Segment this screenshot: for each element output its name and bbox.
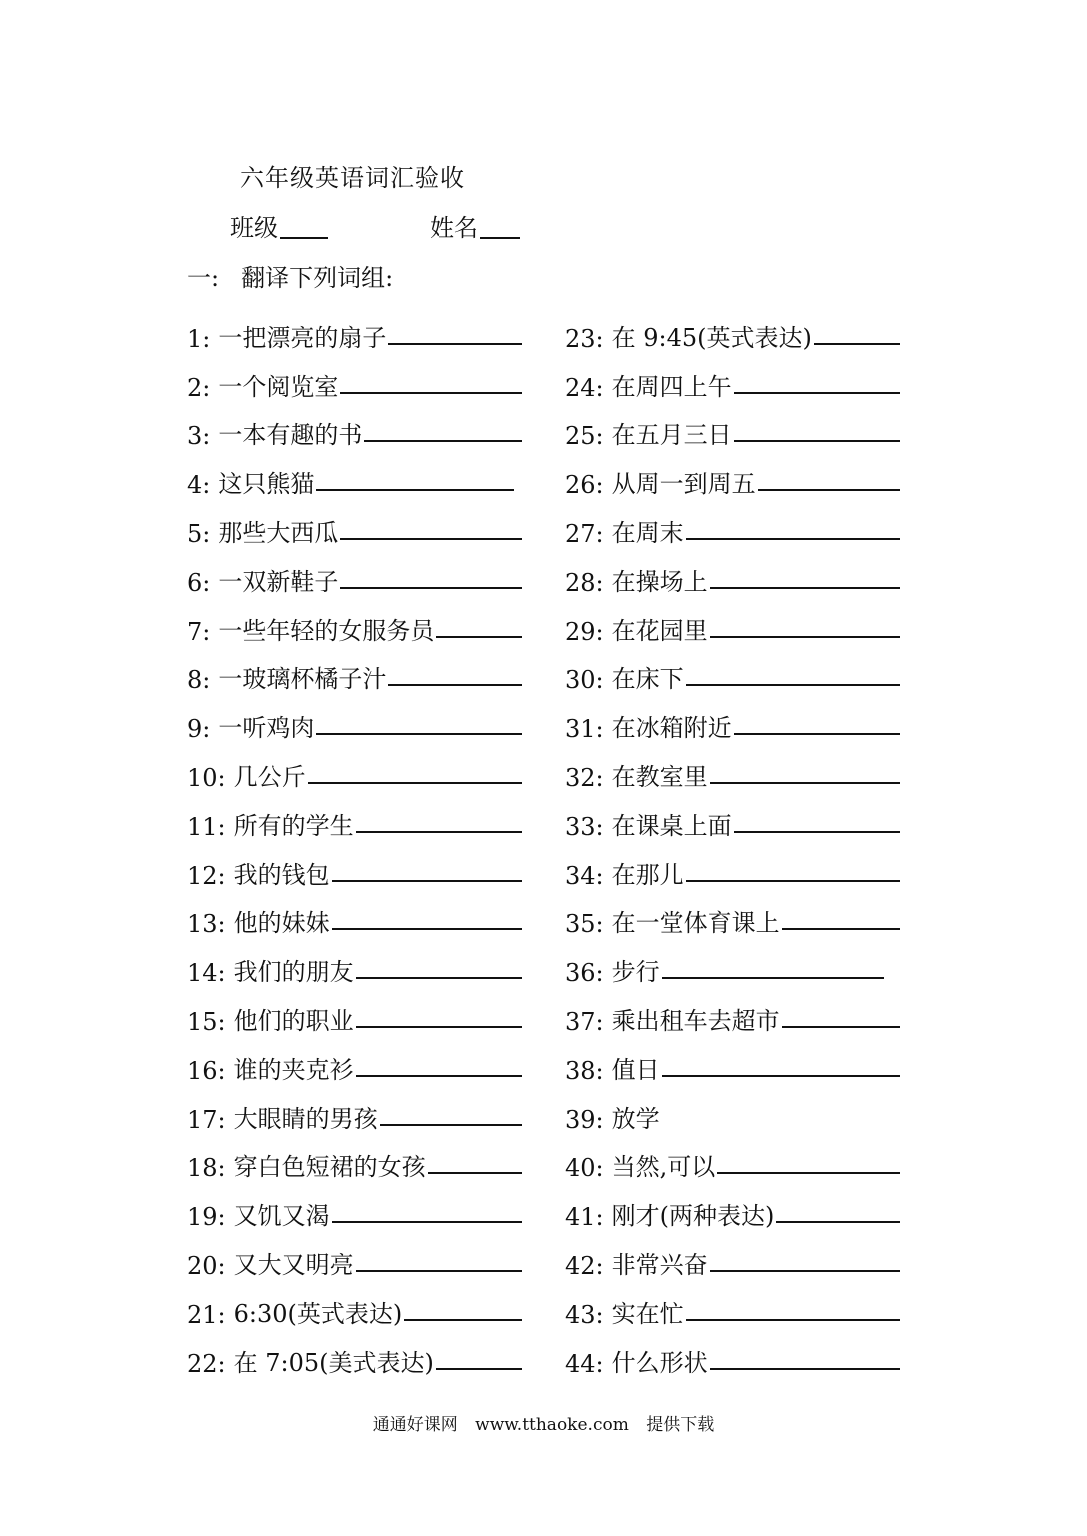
question-text: 在冰箱附近	[611, 714, 732, 743]
question-text: 在那儿	[611, 860, 684, 889]
question-text: 一把漂亮的扇子	[218, 323, 387, 352]
question-number: 26:	[565, 471, 604, 500]
question-number: 32:	[565, 763, 604, 792]
question-text: 在课桌上面	[611, 811, 732, 840]
answer-blank[interactable]	[356, 1075, 522, 1077]
question-text: 在周四上午	[611, 372, 732, 401]
answer-blank[interactable]	[356, 831, 522, 833]
question-number: 20:	[187, 1251, 226, 1280]
answer-blank[interactable]	[686, 880, 900, 882]
question-text: 我们的朋友	[233, 958, 354, 987]
section-number: 一:	[187, 264, 220, 292]
question-number: 40:	[565, 1154, 604, 1183]
question-text: 穿白色短裙的女孩	[233, 1153, 426, 1182]
answer-blank[interactable]	[710, 1368, 900, 1370]
question-item	[565, 1134, 900, 1183]
question-number: 35:	[565, 910, 604, 939]
question-number: 31:	[565, 715, 604, 744]
question-number: 5:	[187, 519, 211, 548]
question-item	[565, 304, 900, 353]
question-number: 36:	[565, 959, 604, 988]
question-item	[565, 1231, 900, 1280]
answer-blank[interactable]	[316, 733, 522, 735]
answer-blank[interactable]	[662, 977, 884, 979]
answer-blank[interactable]	[428, 1172, 522, 1174]
answer-blank[interactable]	[734, 733, 900, 735]
question-text: 在花园里	[611, 616, 708, 645]
question-text: 在周末	[611, 518, 684, 547]
answer-blank[interactable]	[356, 1270, 522, 1272]
answer-blank[interactable]	[710, 782, 900, 784]
question-number: 42:	[565, 1251, 604, 1280]
question-text: 一个阅览室	[218, 372, 339, 401]
question-number: 3:	[187, 422, 211, 451]
question-number: 8:	[187, 666, 211, 695]
question-text: 实在忙	[611, 1299, 684, 1328]
question-number: 28:	[565, 568, 604, 597]
name-field	[430, 208, 520, 243]
question-item	[565, 1329, 900, 1378]
question-text: 在 7:05(美式表达)	[233, 1348, 434, 1377]
question-number: 11:	[187, 812, 226, 841]
question-text: 他的妹妹	[233, 909, 330, 938]
question-number: 33:	[565, 812, 604, 841]
question-text: 那些大西瓜	[218, 518, 339, 547]
question-number: 44:	[565, 1349, 604, 1378]
question-item	[565, 450, 900, 499]
question-number: 41:	[565, 1203, 604, 1232]
question-text: 一双新鞋子	[218, 567, 339, 596]
answer-blank[interactable]	[710, 587, 900, 589]
question-item	[187, 1085, 522, 1134]
question-item	[565, 841, 900, 890]
answer-blank[interactable]	[782, 928, 900, 930]
answer-blank[interactable]	[814, 343, 900, 345]
question-item	[187, 646, 522, 695]
question-item	[187, 353, 522, 402]
question-item	[187, 938, 522, 987]
class-blank[interactable]	[280, 237, 328, 239]
answer-blank[interactable]	[734, 831, 900, 833]
footer-url: www.tthaoke.com	[475, 1415, 629, 1435]
question-item	[565, 499, 900, 548]
question-item	[565, 792, 900, 841]
question-item	[565, 548, 900, 597]
answer-blank[interactable]	[388, 684, 522, 686]
question-text: 一听鸡肉	[218, 714, 315, 743]
question-item	[187, 1036, 522, 1085]
answer-blank[interactable]	[340, 392, 522, 394]
question-number: 12:	[187, 861, 226, 890]
question-item	[565, 1280, 900, 1329]
question-number: 23:	[565, 324, 604, 353]
question-text: 一玻璃杯橘子汁	[218, 665, 387, 694]
question-text: 一本有趣的书	[218, 421, 363, 450]
question-item	[565, 694, 900, 743]
answer-blank[interactable]	[332, 1221, 522, 1223]
question-text: 几公斤	[233, 762, 306, 791]
answer-blank[interactable]	[332, 928, 522, 930]
page-title: 六年级英语词汇验收	[240, 164, 465, 192]
answer-blank[interactable]	[686, 538, 900, 540]
question-number: 24:	[565, 373, 604, 402]
question-item	[187, 1280, 522, 1329]
question-text: 在床下	[611, 665, 684, 694]
answer-blank[interactable]	[340, 538, 522, 540]
question-text: 在操场上	[611, 567, 708, 596]
name-blank[interactable]	[480, 237, 520, 239]
question-number: 22:	[187, 1349, 226, 1378]
question-item	[187, 1329, 522, 1378]
answer-blank[interactable]	[782, 1026, 900, 1028]
question-number: 10:	[187, 763, 226, 792]
answer-blank[interactable]	[308, 782, 522, 784]
class-field	[230, 208, 328, 243]
question-item	[565, 402, 900, 451]
name-label: 姓名	[430, 214, 478, 242]
question-item	[187, 597, 522, 646]
question-number: 7:	[187, 617, 211, 646]
question-text: 大眼睛的男孩	[233, 1104, 378, 1133]
question-text: 在 9:45(英式表达)	[611, 323, 812, 352]
footer	[0, 1410, 1087, 1435]
question-number: 34:	[565, 861, 604, 890]
question-text: 什么形状	[611, 1348, 708, 1377]
question-item	[187, 304, 522, 353]
answer-blank[interactable]	[364, 440, 522, 442]
question-item	[565, 890, 900, 939]
question-item	[565, 646, 900, 695]
question-item	[187, 450, 522, 499]
question-text: 在五月三日	[611, 421, 732, 450]
question-text: 非常兴奋	[611, 1250, 708, 1279]
question-item	[565, 938, 900, 987]
question-number: 14:	[187, 959, 226, 988]
question-item	[187, 548, 522, 597]
answer-blank[interactable]	[316, 489, 514, 491]
question-number: 38:	[565, 1056, 604, 1085]
question-text: 谁的夹克衫	[233, 1055, 354, 1084]
answer-blank[interactable]	[436, 636, 522, 638]
question-number: 13:	[187, 910, 226, 939]
question-number: 4:	[187, 471, 211, 500]
question-item	[565, 1085, 900, 1134]
answer-blank[interactable]	[388, 343, 522, 345]
footer-note: 提供下载	[646, 1415, 715, 1435]
question-item	[565, 1182, 900, 1231]
question-text: 所有的学生	[233, 811, 354, 840]
question-text: 又大又明亮	[233, 1250, 354, 1279]
question-item	[187, 1134, 522, 1183]
question-item	[565, 743, 900, 792]
question-number: 9:	[187, 715, 211, 744]
answer-blank[interactable]	[340, 587, 522, 589]
question-text: 刚才(两种表达)	[611, 1202, 775, 1231]
question-text: 他们的职业	[233, 1006, 354, 1035]
question-item	[187, 694, 522, 743]
question-number: 17:	[187, 1105, 226, 1134]
answer-blank[interactable]	[734, 392, 900, 394]
answer-blank[interactable]	[436, 1368, 522, 1370]
question-text: 一些年轻的女服务员	[218, 616, 435, 645]
question-item	[565, 353, 900, 402]
left-question-column	[187, 304, 522, 1378]
question-item	[187, 841, 522, 890]
question-text: 值日	[611, 1055, 660, 1084]
question-item	[187, 1231, 522, 1280]
question-number: 30:	[565, 666, 604, 695]
question-number: 21:	[187, 1300, 226, 1329]
question-text: 这只熊猫	[218, 470, 315, 499]
question-number: 43:	[565, 1300, 604, 1329]
answer-blank[interactable]	[758, 489, 900, 491]
answer-blank[interactable]	[686, 684, 900, 686]
question-item	[187, 402, 522, 451]
question-number: 27:	[565, 519, 604, 548]
question-item	[187, 499, 522, 548]
answer-blank[interactable]	[380, 1124, 522, 1126]
question-item	[187, 792, 522, 841]
question-number: 16:	[187, 1056, 226, 1085]
question-item	[187, 987, 522, 1036]
answer-blank[interactable]	[356, 1026, 522, 1028]
question-text: 步行	[611, 958, 660, 987]
section-title: 翻译下列词组:	[241, 264, 394, 292]
answer-blank[interactable]	[776, 1221, 900, 1223]
question-item	[565, 597, 900, 646]
class-label: 班级	[230, 214, 278, 242]
footer-site-name: 通通好课网	[372, 1415, 458, 1435]
question-text: 乘出租车去超市	[611, 1006, 780, 1035]
question-text: 放学	[611, 1104, 660, 1133]
question-number: 1:	[187, 324, 211, 353]
question-item	[565, 987, 900, 1036]
question-number: 2:	[187, 373, 211, 402]
answer-blank[interactable]	[710, 1270, 900, 1272]
answer-blank[interactable]	[734, 440, 900, 442]
question-item	[187, 1182, 522, 1231]
question-text: 在一堂体育课上	[611, 909, 780, 938]
answer-blank[interactable]	[710, 636, 900, 638]
answer-blank[interactable]	[686, 1319, 900, 1321]
question-text: 6:30(英式表达)	[233, 1299, 403, 1328]
question-text: 当然,可以	[611, 1153, 716, 1182]
answer-blank[interactable]	[332, 880, 522, 882]
answer-blank[interactable]	[356, 977, 522, 979]
question-text: 在教室里	[611, 762, 708, 791]
question-number: 19:	[187, 1203, 226, 1232]
question-number: 29:	[565, 617, 604, 646]
question-number: 18:	[187, 1154, 226, 1183]
section-heading	[187, 258, 393, 293]
question-text: 我的钱包	[233, 860, 330, 889]
right-question-column	[565, 304, 900, 1378]
question-number: 39:	[565, 1105, 604, 1134]
question-item	[187, 890, 522, 939]
question-number: 25:	[565, 422, 604, 451]
question-text: 又饥又渴	[233, 1202, 330, 1231]
answer-blank[interactable]	[662, 1075, 900, 1077]
question-number: 6:	[187, 568, 211, 597]
answer-blank[interactable]	[717, 1172, 900, 1174]
question-number: 37:	[565, 1007, 604, 1036]
question-item	[565, 1036, 900, 1085]
question-item	[187, 743, 522, 792]
question-text: 从周一到周五	[611, 470, 756, 499]
question-number: 15:	[187, 1007, 226, 1036]
answer-blank[interactable]	[404, 1319, 522, 1321]
